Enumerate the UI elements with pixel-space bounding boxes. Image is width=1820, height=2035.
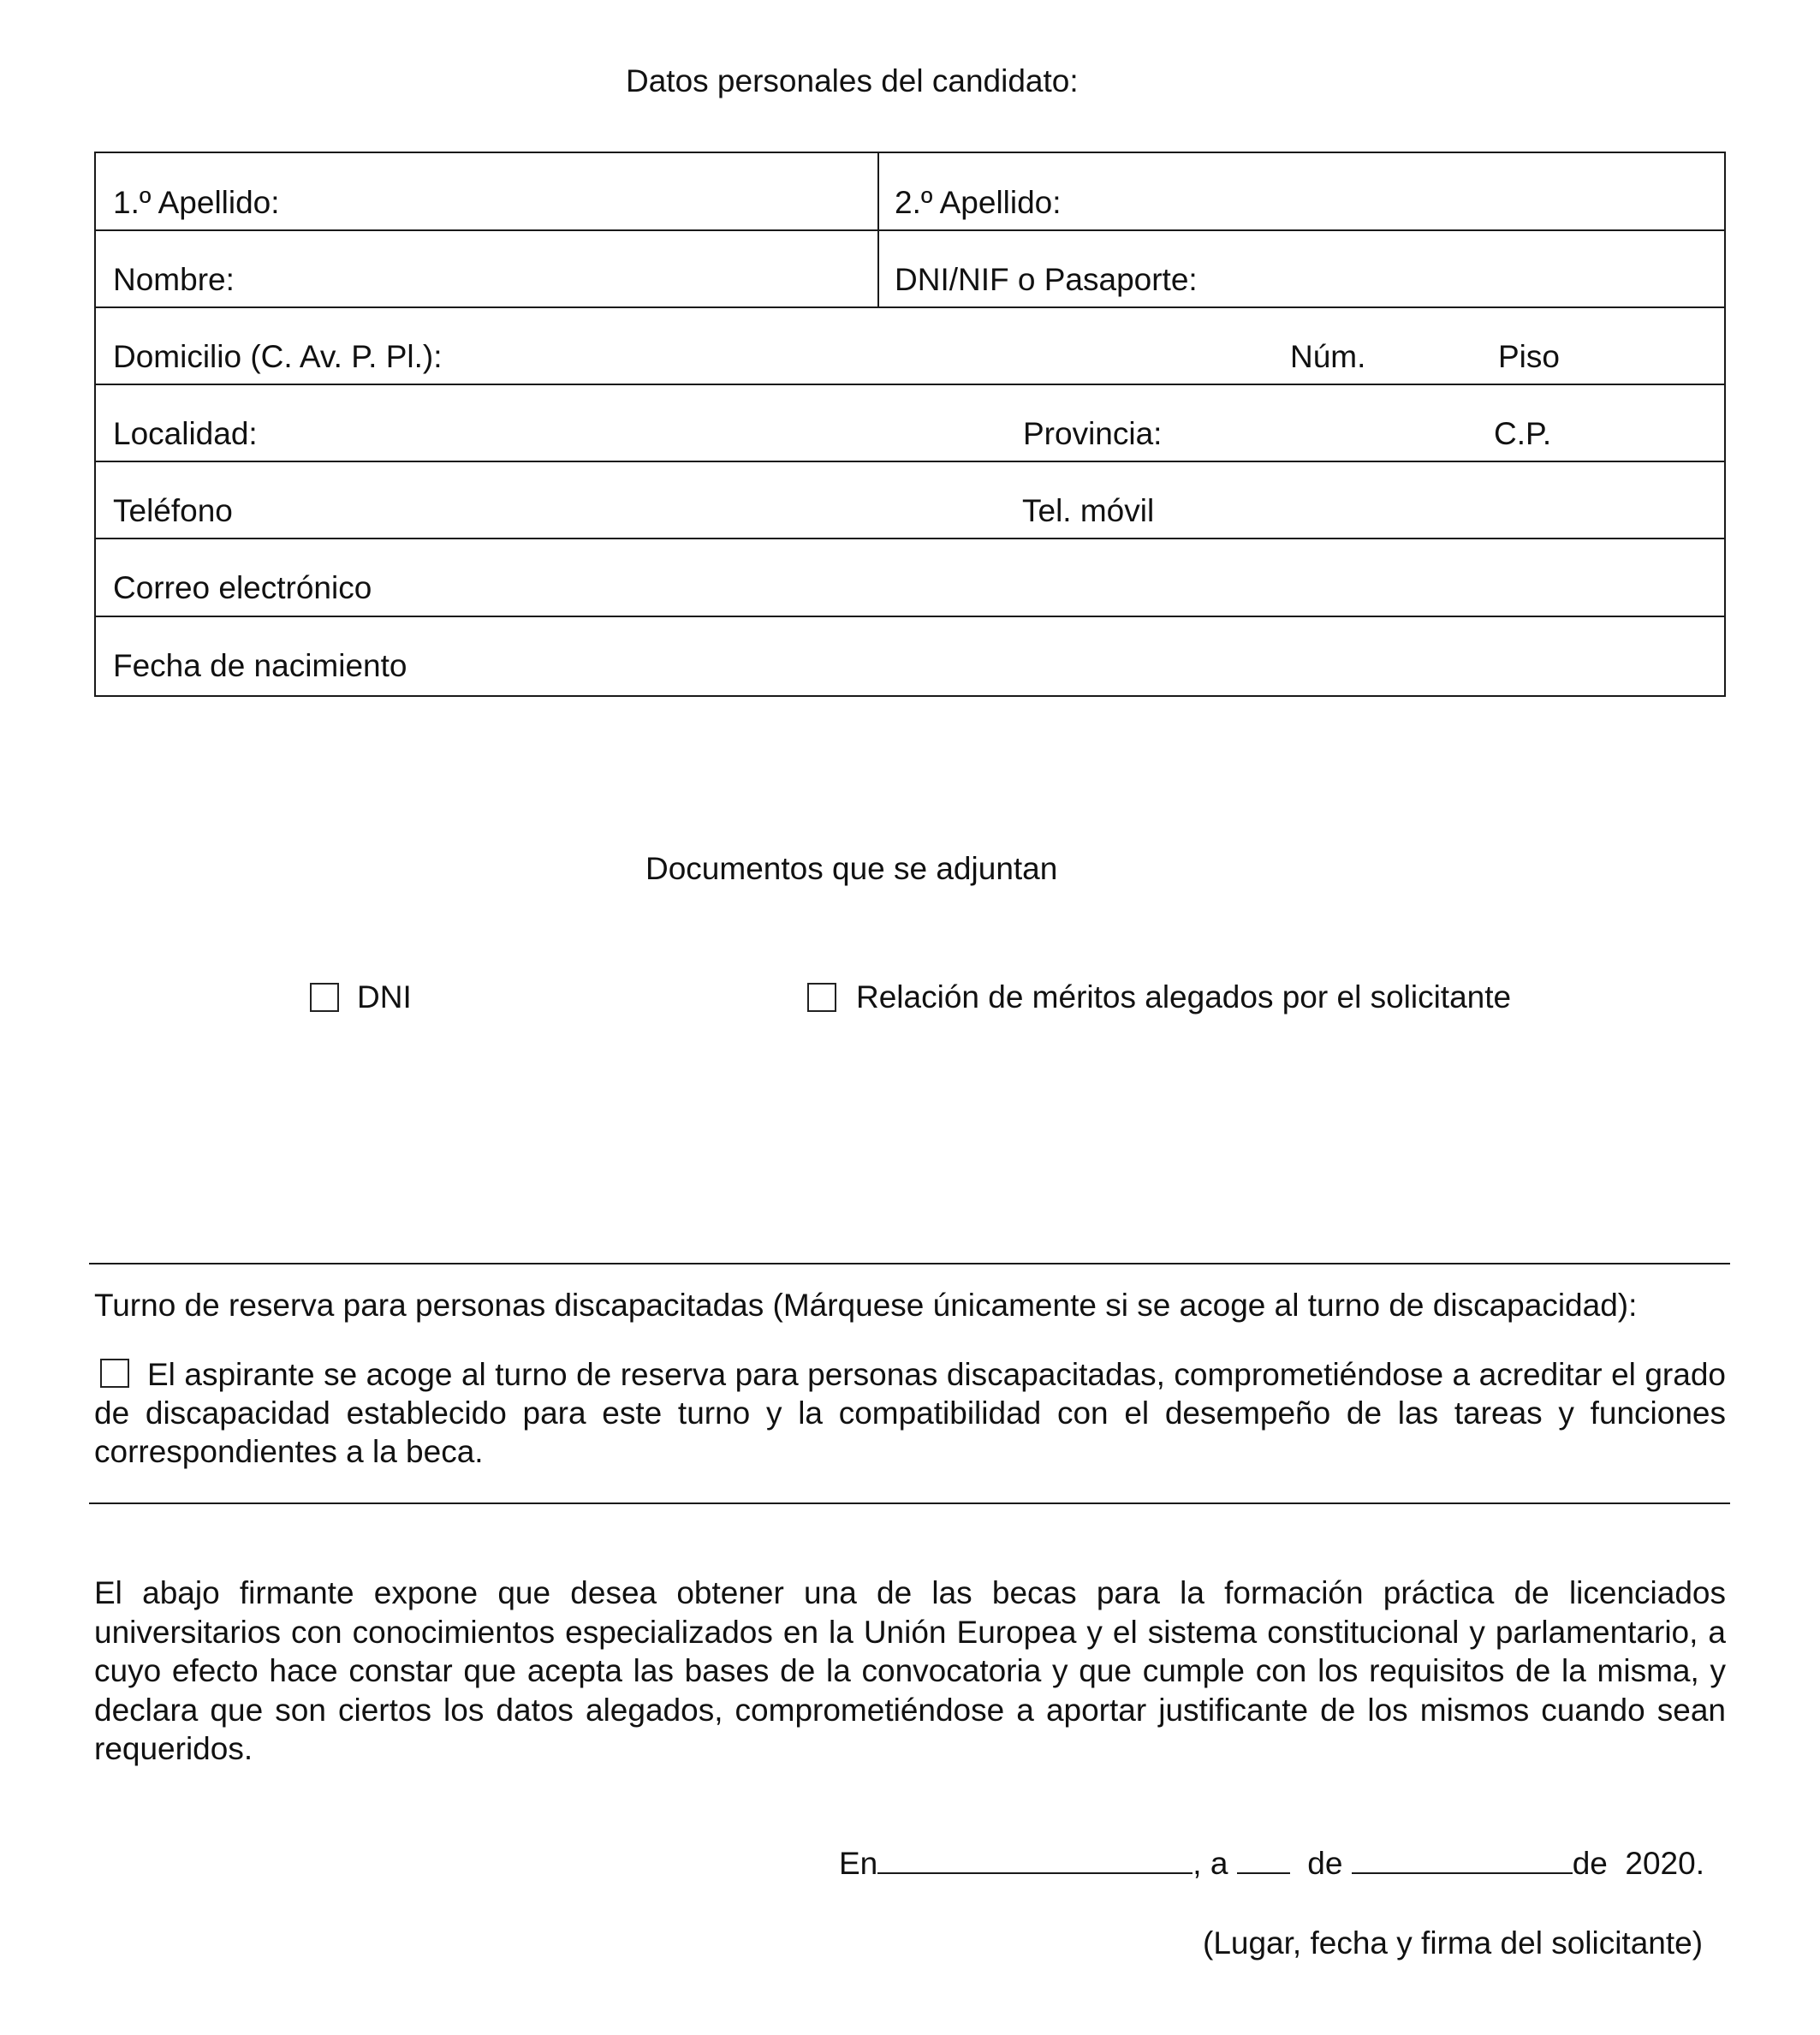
field-floor[interactable]: Piso <box>1498 339 1560 374</box>
signature-year: 2020. <box>1625 1846 1704 1881</box>
dni-checkbox[interactable] <box>310 983 339 1012</box>
signature-place-date-line <box>839 1845 1704 1883</box>
field-birth-date[interactable]: Fecha de nacimiento <box>113 648 407 683</box>
personal-data-table <box>94 152 1726 697</box>
personal-data-title: Datos personales del candidato: <box>626 63 1079 98</box>
row-divider <box>96 384 1724 385</box>
row-divider <box>96 461 1724 462</box>
row-divider <box>96 616 1724 617</box>
signature-en-label: En <box>839 1846 878 1881</box>
signature-a-label: , a <box>1193 1846 1228 1881</box>
documents-title: Documentos que se adjuntan <box>645 851 1058 886</box>
signature-de1-label: de <box>1307 1846 1343 1881</box>
field-email[interactable]: Correo electrónico <box>113 570 372 605</box>
signature-de2-label: de <box>1572 1846 1608 1881</box>
divider-top <box>89 1263 1730 1264</box>
field-address[interactable]: Domicilio (C. Av. P. Pl.): <box>113 339 443 374</box>
row-divider <box>96 306 1724 308</box>
field-id-document[interactable]: DNI/NIF o Pasaporte: <box>895 262 1198 297</box>
divider-bottom <box>89 1502 1730 1504</box>
row-divider <box>96 538 1724 539</box>
month-blank[interactable] <box>1352 1847 1573 1874</box>
row-divider <box>96 229 1724 231</box>
field-province[interactable]: Provincia: <box>1023 416 1163 451</box>
field-locality[interactable]: Localidad: <box>113 416 258 451</box>
field-second-surname[interactable]: 2.º Apellido: <box>895 185 1062 220</box>
signature-caption: (Lugar, fecha y firma del solicitante) <box>1203 1925 1704 1961</box>
day-blank[interactable] <box>1237 1847 1290 1874</box>
field-name[interactable]: Nombre: <box>113 262 235 297</box>
field-postal-code[interactable]: C.P. <box>1494 416 1552 451</box>
dni-checkbox-label: DNI <box>357 979 412 1015</box>
merits-checkbox-label: Relación de méritos alegados por el solicitante <box>856 979 1512 1015</box>
merits-checkbox[interactable] <box>807 983 836 1012</box>
field-mobile-phone[interactable]: Tel. móvil <box>1022 493 1155 528</box>
place-blank[interactable] <box>877 1847 1193 1874</box>
reserve-statement: El aspirante se acoge al turno de reserva para personas discapacitadas, comprometiéndose a acreditar el grado de discapacidad establecido para este turno y la compatibilidad con el desempeño de las tareas y funciones correspondientes a la beca. <box>94 1357 1726 1469</box>
reserve-heading: Turno de reserva para personas discapacitadas (Márquese únicamente si se acoge al turno de discapacidad): <box>94 1288 1638 1323</box>
field-phone[interactable]: Teléfono <box>113 493 233 528</box>
field-first-surname[interactable]: 1.º Apellido: <box>113 185 280 220</box>
field-street-number[interactable]: Núm. <box>1290 339 1366 374</box>
declaration-text: El abajo firmante expone que desea obtener una de las becas para la formación práctica de licenciados universitarios con conocimientos especializados en la Unión Europea y el sistema constitucional y parlamentario, a cuyo efecto hace constar que acepta las bases de la convocatoria y que cumple con los requisitos de la misma, y declara que son ciertos los datos alegados, comprometiéndose a aportar justificante de los mismos cuando sean requeridos. <box>94 1575 1726 1766</box>
column-divider <box>877 153 879 307</box>
